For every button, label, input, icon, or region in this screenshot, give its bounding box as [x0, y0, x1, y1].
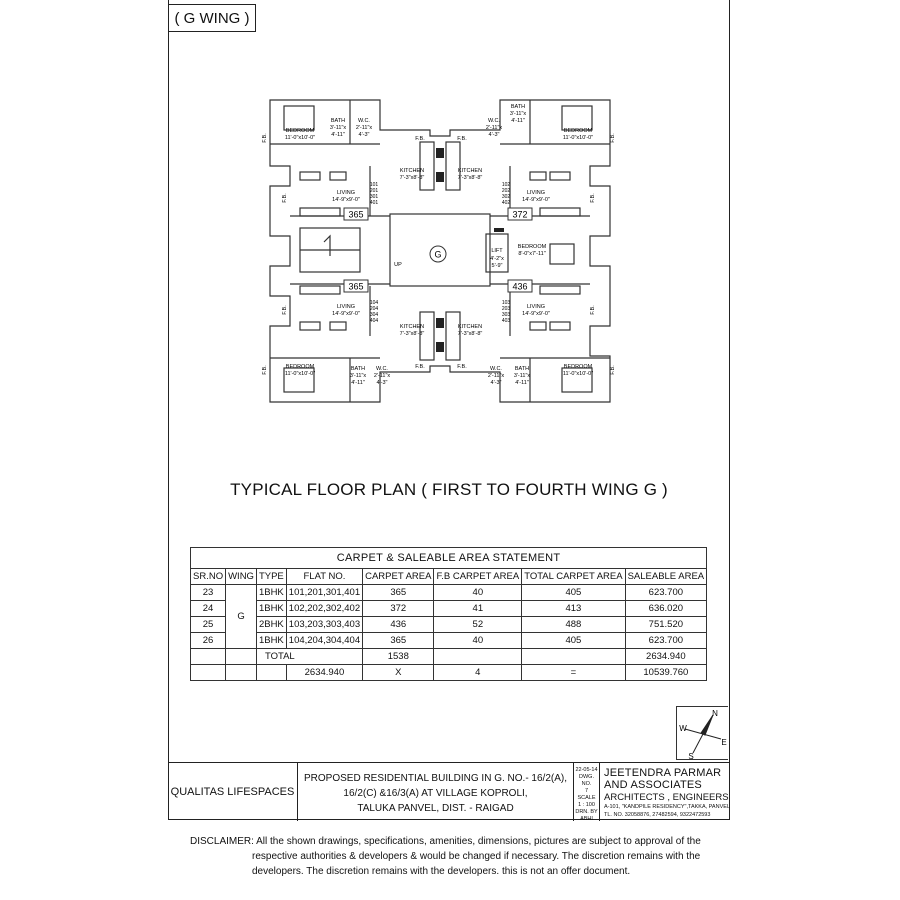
room-wc-tl-size: 2'-11"x: [355, 125, 373, 131]
door-number-br: 303: [501, 312, 511, 318]
room-wc-tl-size2: 4'-3": [358, 132, 370, 138]
room-kitchen-tl: KITCHEN: [399, 168, 425, 174]
fb-label: F.B.: [282, 193, 288, 203]
scale-label: SCALE: [577, 795, 596, 801]
disclaimer-line-2: respective authorities & developers & would be changed if necessary. The discretion remains with the: [252, 851, 701, 862]
compass-n: N: [712, 709, 718, 718]
room-bath-bl-size2: 4'-11": [351, 380, 365, 386]
table-row: [191, 601, 707, 617]
room-living-bl: LIVING: [336, 304, 356, 310]
cell-total: 405: [522, 633, 625, 649]
cell-saleable: 751.520: [625, 617, 707, 633]
room-bedroom-tr: BEDROOM: [563, 128, 593, 134]
architect-address: A-101, "KANDPILE RESIDENCY",TAKKA, PANVEL: [604, 804, 730, 810]
cell-carpet: 365: [363, 585, 434, 601]
area-statement-table: [190, 547, 707, 681]
room-wc-br-size2: 4'-3": [490, 380, 502, 386]
cell-wing: G: [226, 585, 257, 649]
door-number-br: 403: [501, 318, 511, 324]
lift-size: 4'-2"x: [490, 256, 504, 262]
cell-saleable: 623.700: [625, 585, 707, 601]
cell-type: 1BHK: [256, 601, 286, 617]
fb-label: F.B.: [457, 364, 467, 370]
room-kitchen-bl: KITCHEN: [399, 324, 425, 330]
col-header: F.B CARPET AREA: [434, 569, 522, 585]
room-bedroom-small-size: 8'-0"x7'-11": [518, 251, 546, 257]
door-number-tl: 101: [369, 182, 379, 188]
room-bath-tr-size2: 4'-11": [511, 118, 525, 124]
table-row: [191, 585, 707, 601]
cell-carpet: 436: [363, 617, 434, 633]
fb-label: F.B.: [415, 364, 425, 370]
calc-op: X: [363, 665, 434, 681]
room-wc-br-size: 2'-11"x: [487, 373, 505, 379]
door-number-br: 203: [501, 306, 511, 312]
floor-plan: [260, 96, 620, 406]
door-number-tr: 202: [501, 188, 511, 194]
client-name: QUALITAS LIFESPACES: [168, 763, 298, 821]
door-number-tr: 302: [501, 194, 511, 200]
table-row: [191, 617, 707, 633]
cell-type: 1BHK: [256, 585, 286, 601]
cell-type: 2BHK: [256, 617, 286, 633]
title-block: [168, 762, 730, 820]
flat-number-bl: 365: [348, 281, 364, 292]
room-bedroom-br: BEDROOM: [563, 364, 593, 370]
door-number-tr: 102: [501, 182, 511, 188]
cell-sr: 24: [191, 601, 226, 617]
col-header: SALEABLE AREA: [625, 569, 707, 585]
cell-flats: 104,204,304,404: [286, 633, 362, 649]
room-wc-tl: W.C.: [358, 118, 370, 124]
door-number-tr: 402: [501, 200, 511, 206]
cell-total: 413: [522, 601, 625, 617]
fb-label: F.B.: [262, 133, 268, 143]
col-header: TOTAL CARPET AREA: [522, 569, 625, 585]
room-kitchen-tr: KITCHEN: [457, 168, 483, 174]
room-bedroom-small: BEDROOM: [517, 244, 547, 250]
door-number-bl: 404: [369, 318, 379, 324]
architect-name-2: AND ASSOCIATES: [604, 779, 702, 791]
cell-fb: 41: [434, 601, 522, 617]
cell-carpet: 365: [363, 633, 434, 649]
total-carpet: 1538: [363, 649, 434, 665]
cell-fb: 40: [434, 633, 522, 649]
room-living-tr-size: 14'-9"x9'-0": [522, 197, 550, 203]
fb-label: F.B.: [610, 133, 616, 143]
compass: [676, 706, 728, 760]
architect-role: ARCHITECTS , ENGINEERS: [604, 792, 729, 803]
project-line-1: PROPOSED RESIDENTIAL BUILDING IN G. NO.- 16/2(A),: [303, 773, 568, 784]
cell-flats: 103,203,303,403: [286, 617, 362, 633]
room-bedroom-tl-size: 11'-0"x10'-0": [284, 135, 316, 141]
room-bedroom-tl: BEDROOM: [285, 128, 315, 134]
room-bedroom-bl: BEDROOM: [285, 364, 315, 370]
room-bath-br-size2: 4'-11": [515, 380, 529, 386]
compass-rose-icon: [677, 707, 729, 761]
table-calc-row: [191, 665, 707, 681]
room-bath-tr: BATH: [510, 104, 526, 110]
door-number-tl: 201: [369, 188, 379, 194]
room-bedroom-br-size: 11'-0"x10'-0": [562, 371, 594, 377]
cell-saleable: 636.020: [625, 601, 707, 617]
drawn-by: ABHI: [580, 816, 593, 822]
wing-marker-label: G: [434, 249, 442, 260]
flat-number-tr: 372: [512, 209, 528, 220]
flat-number-tl: 365: [348, 209, 364, 220]
room-bath-tl: BATH: [330, 118, 346, 124]
room-wc-tr-size: 2'-11"x: [485, 125, 503, 131]
col-header: WING: [226, 569, 257, 585]
cell-flats: 102,202,302,402: [286, 601, 362, 617]
total-label: TOTAL: [256, 649, 362, 665]
door-number-bl: 104: [369, 300, 379, 306]
compass-e: E: [721, 738, 727, 747]
room-bath-tl-size: 3'-11"x: [329, 125, 347, 131]
col-header: TYPE: [256, 569, 286, 585]
disclaimer: [190, 834, 710, 879]
calc-eq: =: [522, 665, 625, 681]
project-line-2: 16/2(C) &16/3(A) AT VILLAGE KOPROLI,: [343, 788, 528, 799]
room-kitchen-tr-size: 7'-3"x8'-8": [457, 175, 483, 181]
room-wc-bl-size2: 4'-3": [376, 380, 388, 386]
room-bath-tr-size: 3'-11"x: [509, 111, 527, 117]
drawn-by-label: DRN. BY: [575, 809, 598, 815]
stair-up-label: UP: [394, 262, 402, 268]
cell-flats: 101,201,301,401: [286, 585, 362, 601]
wing-tag: ( G WING ): [168, 4, 256, 32]
architect-info: [600, 763, 730, 821]
disclaimer-line-1: DISCLAIMER: All the shown drawings, specifications, amenities, dimensions, pictures are subject to approval of the: [190, 836, 701, 847]
calc-b: 4: [434, 665, 522, 681]
drawing-meta: [574, 763, 600, 821]
room-wc-bl: W.C.: [376, 366, 388, 372]
cell-fb: 40: [434, 585, 522, 601]
col-header: SR.NO: [191, 569, 226, 585]
fb-label: F.B.: [415, 136, 425, 142]
lift-label: LIFT: [491, 248, 503, 254]
room-living-br-size: 14'-9"x9'-0": [522, 311, 550, 317]
door-number-bl: 204: [369, 306, 379, 312]
flat-number-br: 436: [512, 281, 528, 292]
room-kitchen-tl-size: 7'-3"x8'-8": [399, 175, 425, 181]
cell-total: 488: [522, 617, 625, 633]
room-wc-tr: W.C.: [488, 118, 500, 124]
cell-sr: 23: [191, 585, 226, 601]
room-bedroom-tr-size: 11'-0"x10'-0": [562, 135, 594, 141]
fb-label: F.B.: [262, 365, 268, 375]
compass-s: S: [688, 752, 694, 761]
cell-fb: 52: [434, 617, 522, 633]
door-number-bl: 304: [369, 312, 379, 318]
lift-size2: 5'-9": [491, 263, 503, 269]
room-bedroom-bl-size: 11'-0"x10'-0": [284, 371, 316, 377]
fb-label: F.B.: [610, 365, 616, 375]
door-number-tl: 301: [369, 194, 379, 200]
cell-sr: 25: [191, 617, 226, 633]
architect-name-1: JEETENDRA PARMAR: [604, 767, 722, 779]
table-row: [191, 633, 707, 649]
table-header-row: [191, 569, 707, 585]
room-living-tr: LIVING: [526, 190, 546, 196]
table-caption: CARPET & SALEABLE AREA STATEMENT: [191, 548, 707, 569]
architect-phone: TL. NO. 32058876, 27482594, 9322472593: [604, 812, 711, 818]
cell-carpet: 372: [363, 601, 434, 617]
fb-label: F.B.: [457, 136, 467, 142]
room-bath-bl: BATH: [350, 366, 366, 372]
compass-w: W: [679, 724, 687, 733]
col-header: CARPET AREA: [363, 569, 434, 585]
room-wc-tr-size2: 4'-3": [488, 132, 500, 138]
col-header: FLAT NO.: [286, 569, 362, 585]
door-number-tl: 401: [369, 200, 379, 206]
cell-total: 405: [522, 585, 625, 601]
drawing-date: 22-05-14: [575, 767, 598, 773]
calc-a: 2634.940: [286, 665, 362, 681]
plan-title: TYPICAL FLOOR PLAN ( FIRST TO FOURTH WING G ): [230, 480, 668, 499]
scale-value: 1 : 100: [578, 802, 595, 808]
project-description: [298, 763, 574, 821]
cell-sr: 26: [191, 633, 226, 649]
room-kitchen-br: KITCHEN: [457, 324, 483, 330]
project-line-3: TALUKA PANVEL, DIST. - RAIGAD: [357, 803, 514, 814]
calc-result: 10539.760: [625, 665, 707, 681]
room-wc-br: W.C.: [490, 366, 502, 372]
cell-type: 1BHK: [256, 633, 286, 649]
fb-label: F.B.: [590, 305, 596, 315]
disclaimer-line-3: developers. The discretion remains with the developers. this is not an offer document.: [252, 866, 631, 877]
room-wc-bl-size: 2'-11"x: [373, 373, 391, 379]
fb-label: F.B.: [282, 305, 288, 315]
room-living-br: LIVING: [526, 304, 546, 310]
room-kitchen-bl-size: 7'-3"x8'-8": [399, 331, 425, 337]
total-saleable: 2634.940: [625, 649, 707, 665]
table-total-row: [191, 649, 707, 665]
room-bath-tl-size2: 4'-11": [331, 132, 345, 138]
room-living-bl-size: 14'-9"x9'-0": [332, 311, 360, 317]
cell-saleable: 623.700: [625, 633, 707, 649]
fb-label: F.B.: [590, 193, 596, 203]
door-number-br: 103: [501, 300, 511, 306]
room-bath-br-size: 3'-11"x: [513, 373, 531, 379]
room-kitchen-br-size: 7'-3"x8'-8": [457, 331, 483, 337]
room-bath-br: BATH: [514, 366, 530, 372]
drawing-no: 7: [584, 788, 589, 794]
room-living-tl: LIVING: [336, 190, 356, 196]
drawing-no-label: DWG. NO.: [579, 774, 594, 787]
room-bath-bl-size: 3'-11"x: [349, 373, 367, 379]
room-living-tl-size: 14'-9"x9'-0": [332, 197, 360, 203]
